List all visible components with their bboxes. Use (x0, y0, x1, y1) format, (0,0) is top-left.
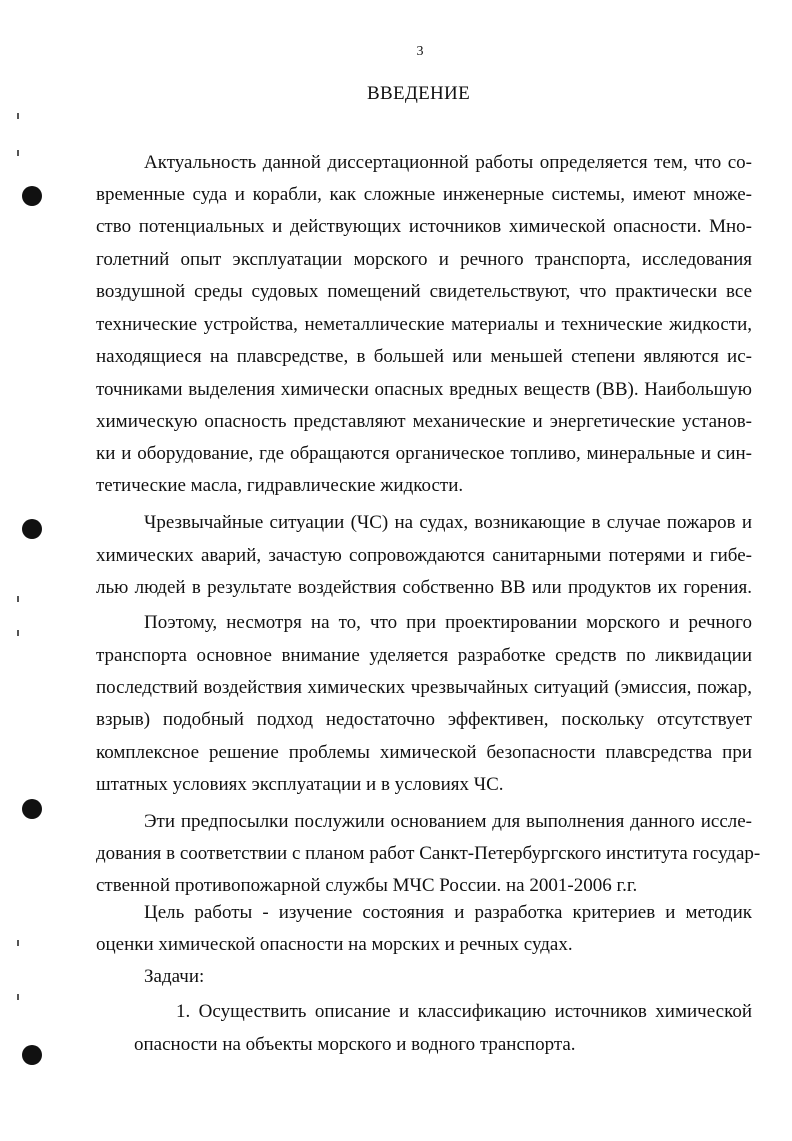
text-line: взрыв) подобный подход недостаточно эффективен, поскольку отсутствует (96, 709, 752, 730)
text-line: ки и оборудование, где обращаются органическое топливо, минеральные и син- (96, 443, 752, 464)
text-line: Цель работы - изучение состояния и разработка критериев и методик (144, 902, 752, 923)
text-line: оценки химической опасности на морских и речных судах. (96, 934, 573, 955)
text-line: химических аварий, зачастую сопровождаются санитарными потерями и гибе- (96, 545, 752, 566)
text-line: дования в соответствии с планом работ Санкт-Петербургского института государ- (96, 843, 761, 864)
text-line: химическую опасность представляют механические и энергетические установ- (96, 411, 752, 432)
binding-hole-icon (22, 799, 42, 819)
text-line: голетний опыт эксплуатации морского и речного транспорта, исследования (96, 249, 752, 270)
text-line: Задачи: (144, 966, 205, 987)
text-line: Актуальность данной диссертационной работы определяется тем, что со- (144, 152, 752, 173)
binding-hole-icon (22, 519, 42, 539)
scan-speck (17, 630, 19, 636)
text-line: штатных условиях эксплуатации и в условиях ЧС. (96, 774, 504, 795)
scan-speck (17, 113, 19, 119)
binding-hole-icon (22, 186, 42, 206)
scan-speck (17, 994, 19, 1000)
text-line: транспорта основное внимание уделяется разработке средств по ликвидации (96, 645, 752, 666)
text-line: временные суда и корабли, как сложные инженерные системы, имеют множе- (96, 184, 752, 205)
text-line: ственной противопожарной службы МЧС России. на 2001-2006 г.г. (96, 875, 638, 896)
binding-hole-icon (22, 1045, 42, 1065)
text-line: комплексное решение проблемы химической безопасности плавсредства при (96, 742, 752, 763)
page-number: 3 (416, 44, 424, 59)
scan-speck (17, 596, 19, 602)
text-line: 1. Осуществить описание и классификацию источников химической (176, 1001, 752, 1022)
text-line: технические устройства, неметаллические материалы и технические жидкости, (96, 314, 752, 335)
section-heading: ВВЕДЕНИЕ (367, 83, 470, 104)
text-line: последствий воздействия химических чрезвычайных ситуаций (эмиссия, пожар, (96, 677, 752, 698)
text-line: воздушной среды судовых помещений свидетельствуют, что практически все (96, 281, 752, 302)
text-line: Чрезвычайные ситуации (ЧС) на судах, возникающие в случае пожаров и (144, 512, 752, 533)
text-line: Эти предпосылки послужили основанием для выполнения данного иссле- (144, 811, 752, 832)
text-line: находящиеся на плавсредстве, в большей или меньшей степени являются ис- (96, 346, 752, 367)
text-line: ство потенциальных и действующих источников химической опасности. Мно- (96, 216, 752, 237)
scan-speck (17, 150, 19, 156)
text-line: опасности на объекты морского и водного транспорта. (134, 1034, 576, 1055)
text-line: лью людей в результате воздействия собственно ВВ или продуктов их горения. (96, 577, 752, 598)
text-line: точниками выделения химически опасных вредных веществ (ВВ). Наибольшую (96, 379, 752, 400)
text-line: тетические масла, гидравлические жидкости. (96, 475, 464, 496)
text-line: Поэтому, несмотря на то, что при проектировании морского и речного (144, 612, 752, 633)
scan-speck (17, 940, 19, 946)
